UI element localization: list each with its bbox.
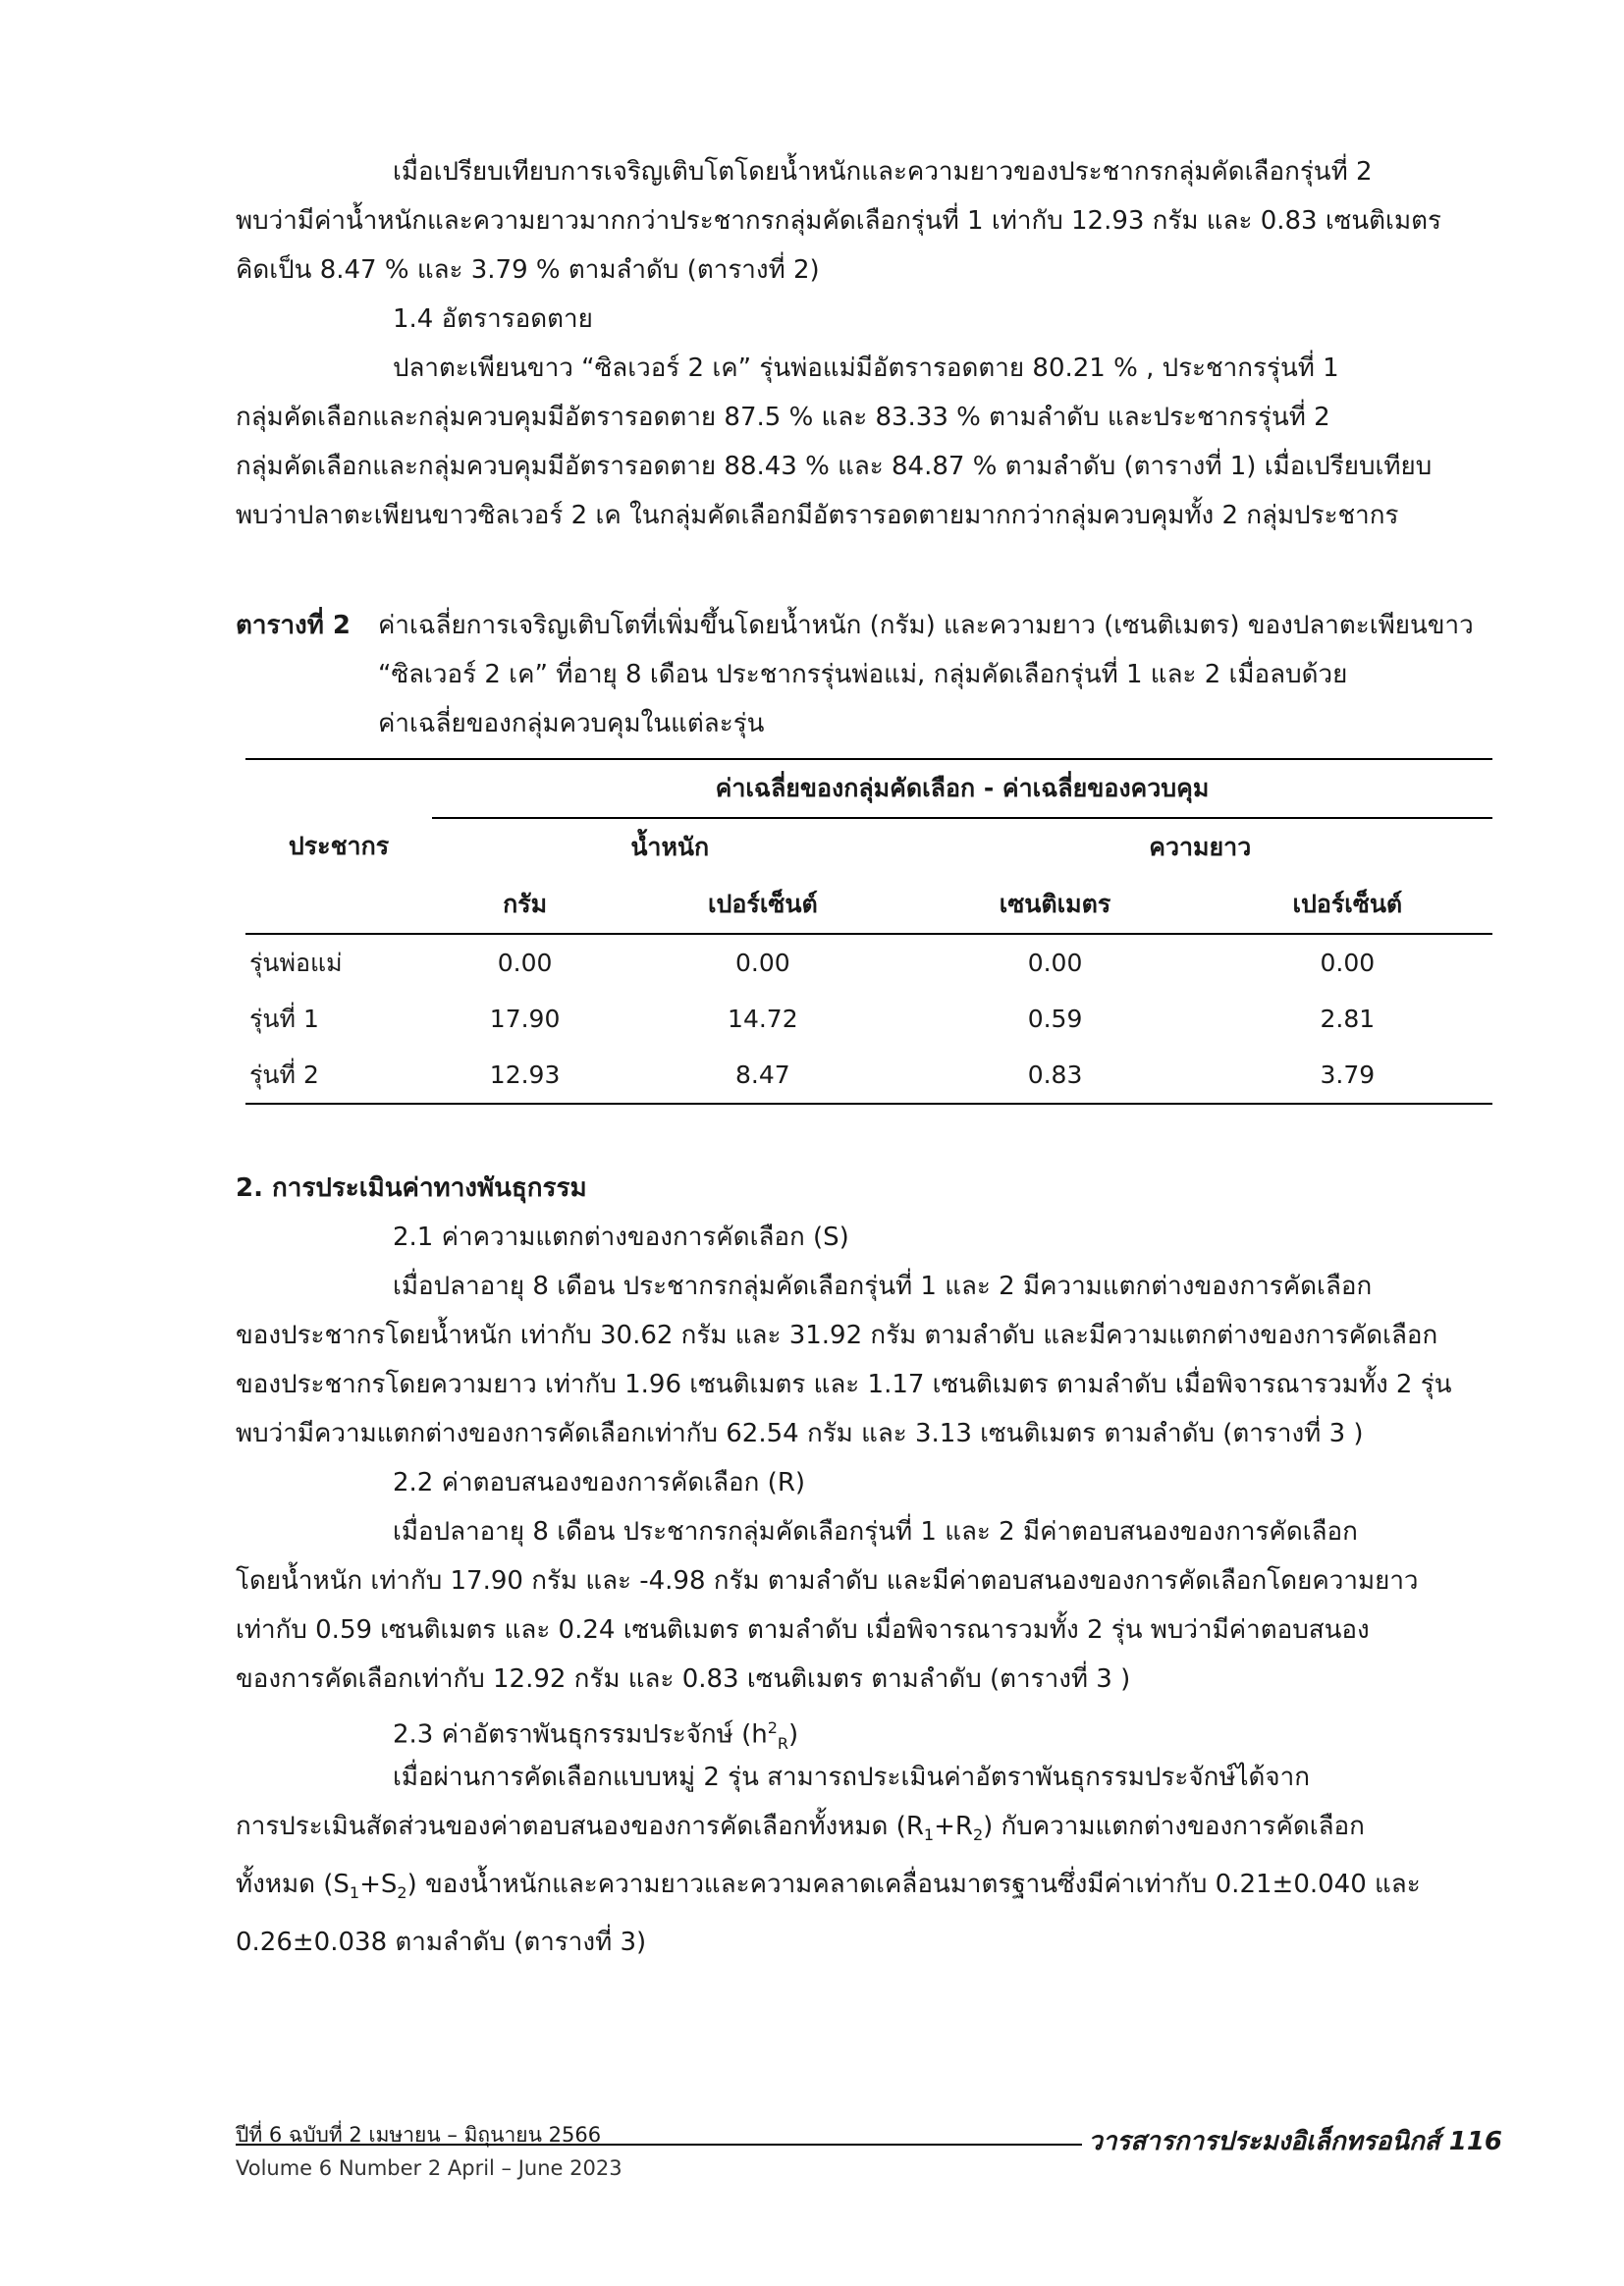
text-line: ของประชากรโดยน้ำหนัก เท่ากับ 30.62 กรัม และ 31.92 กรัม ตามลำดับ และมีความแตกต่างของการคัดเลือก	[236, 1321, 1438, 1350]
row-label: รุ่นพ่อแม่	[249, 948, 343, 977]
subheader-gram: กรัม	[503, 890, 548, 918]
subheading-1-4: 1.4 อัตรารอดตาย	[393, 304, 593, 334]
subheading-2-3-close: )	[788, 1719, 799, 1750]
superscript: 2	[767, 1718, 778, 1737]
text-segment: ) กับความแตกต่างของการคัดเลือก	[983, 1812, 1365, 1841]
table-cell: 0.59	[1027, 1005, 1083, 1033]
text-segment: +R	[934, 1812, 973, 1841]
row-label: รุ่นที่ 1	[249, 1004, 319, 1033]
table-cell: 0.00	[497, 949, 553, 977]
header-group: ค่าเฉลี่ยของกลุ่มคัดเลือก - ค่าเฉลี่ยของควบคุม	[432, 759, 1492, 818]
text-segment: ทั้งหมด (S	[236, 1870, 350, 1900]
table-row	[245, 1047, 1492, 1104]
subheading-2-2: 2.2 ค่าตอบสนองของการคัดเลือก (R)	[393, 1468, 806, 1497]
text-line	[236, 1802, 1492, 1860]
text-line: เมื่อผ่านการคัดเลือกแบบหมู่ 2 รุ่น สามารถประเมินค่าอัตราพันธุกรรมประจักษ์ได้จาก	[393, 1763, 1311, 1792]
paragraph-2-1	[236, 1262, 1492, 1458]
table-cell: 2.81	[1320, 1005, 1376, 1033]
text-line: พบว่าปลาตะเพียนขาวซิลเวอร์ 2 เค ในกลุ่มคัดเลือกมีอัตรารอดตายมากกว่ากลุ่มควบคุมทั้ง 2 กลุ่มประชากร	[236, 501, 1399, 530]
subscript: R	[777, 1733, 789, 1753]
subheader-cm: เซนติเมตร	[999, 890, 1111, 918]
text-line: ของการคัดเลือกเท่ากับ 12.92 กรัม และ 0.83 เซนติเมตร ตามลำดับ (ตารางที่ 3 )	[236, 1664, 1131, 1694]
header-weight: น้ำหนัก	[630, 833, 710, 861]
subheading-2-1: 2.1 ค่าความแตกต่างของการคัดเลือก (S)	[393, 1223, 849, 1252]
table-2-caption-text	[378, 601, 1492, 748]
text-line: ของประชากรโดยความยาว เท่ากับ 1.96 เซนติเมตร และ 1.17 เซนติเมตร ตามลำดับ เมื่อพิจารณารวมทั้ง 2 รุ่น	[236, 1370, 1452, 1399]
header-population: ประชากร	[245, 759, 432, 934]
subscript: 1	[923, 1825, 935, 1845]
text-line: โดยน้ำหนัก เท่ากับ 17.90 กรัม และ -4.98 กรัม ตามลำดับ และมีค่าตอบสนองของการคัดเลือกโดยความยาว	[236, 1566, 1419, 1596]
text-line: กลุ่มคัดเลือกและกลุ่มควบคุมมีอัตรารอดตาย 87.5 % และ 83.33 % ตามลำดับ และประชากรรุ่นที่ 2	[236, 403, 1330, 432]
text-segment: การประเมินสัดส่วนของค่าตอบสนองของการคัดเลือกทั้งหมด (R	[236, 1812, 924, 1841]
text-line	[236, 1860, 1492, 1918]
table-cell: 3.79	[1320, 1061, 1376, 1089]
intro-paragraph-2	[236, 344, 1492, 540]
text-line: พบว่ามีค่าน้ำหนักและความยาวมากกว่าประชากรกลุ่มคัดเลือกรุ่นที่ 1 เท่ากับ 12.93 กรัม และ 0.83 เซนติเมตร	[236, 206, 1441, 236]
footer-eng-issue: Volume 6 Number 2 April – June 2023	[236, 2156, 623, 2180]
table-cell: 17.90	[489, 1005, 561, 1033]
subscript: 1	[349, 1883, 360, 1903]
text-line: เท่ากับ 0.59 เซนติเมตร และ 0.24 เซนติเมตร ตามลำดับ เมื่อพิจารณารวมทั้ง 2 รุ่น พบว่ามีค่าตอบสนอง	[236, 1615, 1370, 1645]
table-cell: 0.00	[1027, 949, 1083, 977]
header-length: ความยาว	[1149, 833, 1252, 861]
footer-journal-title: วารสารการประมงอิเล็กทรอนิกส์ 116	[1088, 2127, 1502, 2156]
paragraph-2-2	[236, 1507, 1492, 1704]
text-line: ปลาตะเพียนขาว “ซิลเวอร์ 2 เค” รุ่นพ่อแม่มีอัตรารอดตาย 80.21 % , ประชากรรุ่นที่ 1	[393, 354, 1339, 383]
footer-divider	[236, 2144, 1082, 2146]
text-line: เมื่อปลาอายุ 8 เดือน ประชากรกลุ่มคัดเลือกรุ่นที่ 1 และ 2 มีค่าตอบสนองของการคัดเลือก	[393, 1517, 1358, 1547]
text-line: เมื่อปลาอายุ 8 เดือน ประชากรกลุ่มคัดเลือกรุ่นที่ 1 และ 2 มีความแตกต่างของการคัดเลือก	[393, 1272, 1373, 1301]
section-2-heading: 2. การประเมินค่าทางพันธุกรรม	[236, 1173, 587, 1203]
paragraph-2-3	[236, 1753, 1492, 1967]
footer-thai-issue: ปีที่ 6 ฉบับที่ 2 เมษายน – มิถุนายน 2566	[236, 2123, 602, 2147]
table-cell: 8.47	[735, 1061, 790, 1089]
subscript: 2	[972, 1825, 984, 1845]
subheading-2-3-text: 2.3 ค่าอัตราพันธุกรรมประจักษ์ (h	[393, 1719, 768, 1750]
text-segment: +S	[359, 1870, 398, 1900]
text-line: คิดเป็น 8.47 % และ 3.79 % ตามลำดับ (ตารางที่ 2)	[236, 255, 820, 285]
table-row	[245, 991, 1492, 1047]
table-cell: 12.93	[489, 1061, 561, 1089]
table-2	[245, 758, 1492, 1105]
table-2-label: ตารางที่ 2	[236, 611, 352, 640]
table-row	[245, 934, 1492, 991]
subscript: 2	[397, 1883, 407, 1903]
row-label: รุ่นที่ 2	[249, 1060, 319, 1089]
intro-paragraph-1	[236, 147, 1492, 295]
text-line: เมื่อเปรียบเทียบการเจริญเติบโตโดยน้ำหนักและความยาวของประชากรกลุ่มคัดเลือกรุ่นที่ 2	[393, 157, 1373, 187]
subheader-percent-length: เปอร์เซ็นต์	[1292, 890, 1403, 918]
text-line: ค่าเฉลี่ยของกลุ่มควบคุมในแต่ละรุ่น	[378, 709, 765, 738]
table-cell: 0.83	[1027, 1061, 1083, 1089]
table-cell: 14.72	[728, 1005, 798, 1033]
text-line: กลุ่มคัดเลือกและกลุ่มควบคุมมีอัตรารอดตาย 88.43 % และ 84.87 % ตามลำดับ (ตารางที่ 1) เมื่อเปรียบเทียบ	[236, 452, 1433, 481]
subheader-percent-weight: เปอร์เซ็นต์	[707, 890, 818, 918]
text-line: “ซิลเวอร์ 2 เค” ที่อายุ 8 เดือน ประชากรรุ่นพ่อแม่, กลุ่มคัดเลือกรุ่นที่ 1 และ 2 เมื่อลบด้วย	[378, 660, 1348, 689]
text-line: พบว่ามีความแตกต่างของการคัดเลือกเท่ากับ 62.54 กรัม และ 3.13 เซนติเมตร ตามลำดับ (ตารางที่ 3 )	[236, 1419, 1364, 1448]
text-line: 0.26±0.038 ตามลำดับ (ตารางที่ 3)	[236, 1928, 647, 1958]
table-cell: 0.00	[1320, 949, 1376, 977]
table-cell: 0.00	[735, 949, 790, 977]
text-segment: ) ของน้ำหนักและความยาวและความคลาดเคลื่อนมาตรฐานซึ่งมีค่าเท่ากับ 0.21±0.040 และ	[406, 1870, 1421, 1900]
text-line: ค่าเฉลี่ยการเจริญเติบโตที่เพิ่มขึ้นโดยน้ำหนัก (กรัม) และความยาว (เซนติเมตร) ของปลาตะเพียนขาว	[378, 611, 1474, 640]
